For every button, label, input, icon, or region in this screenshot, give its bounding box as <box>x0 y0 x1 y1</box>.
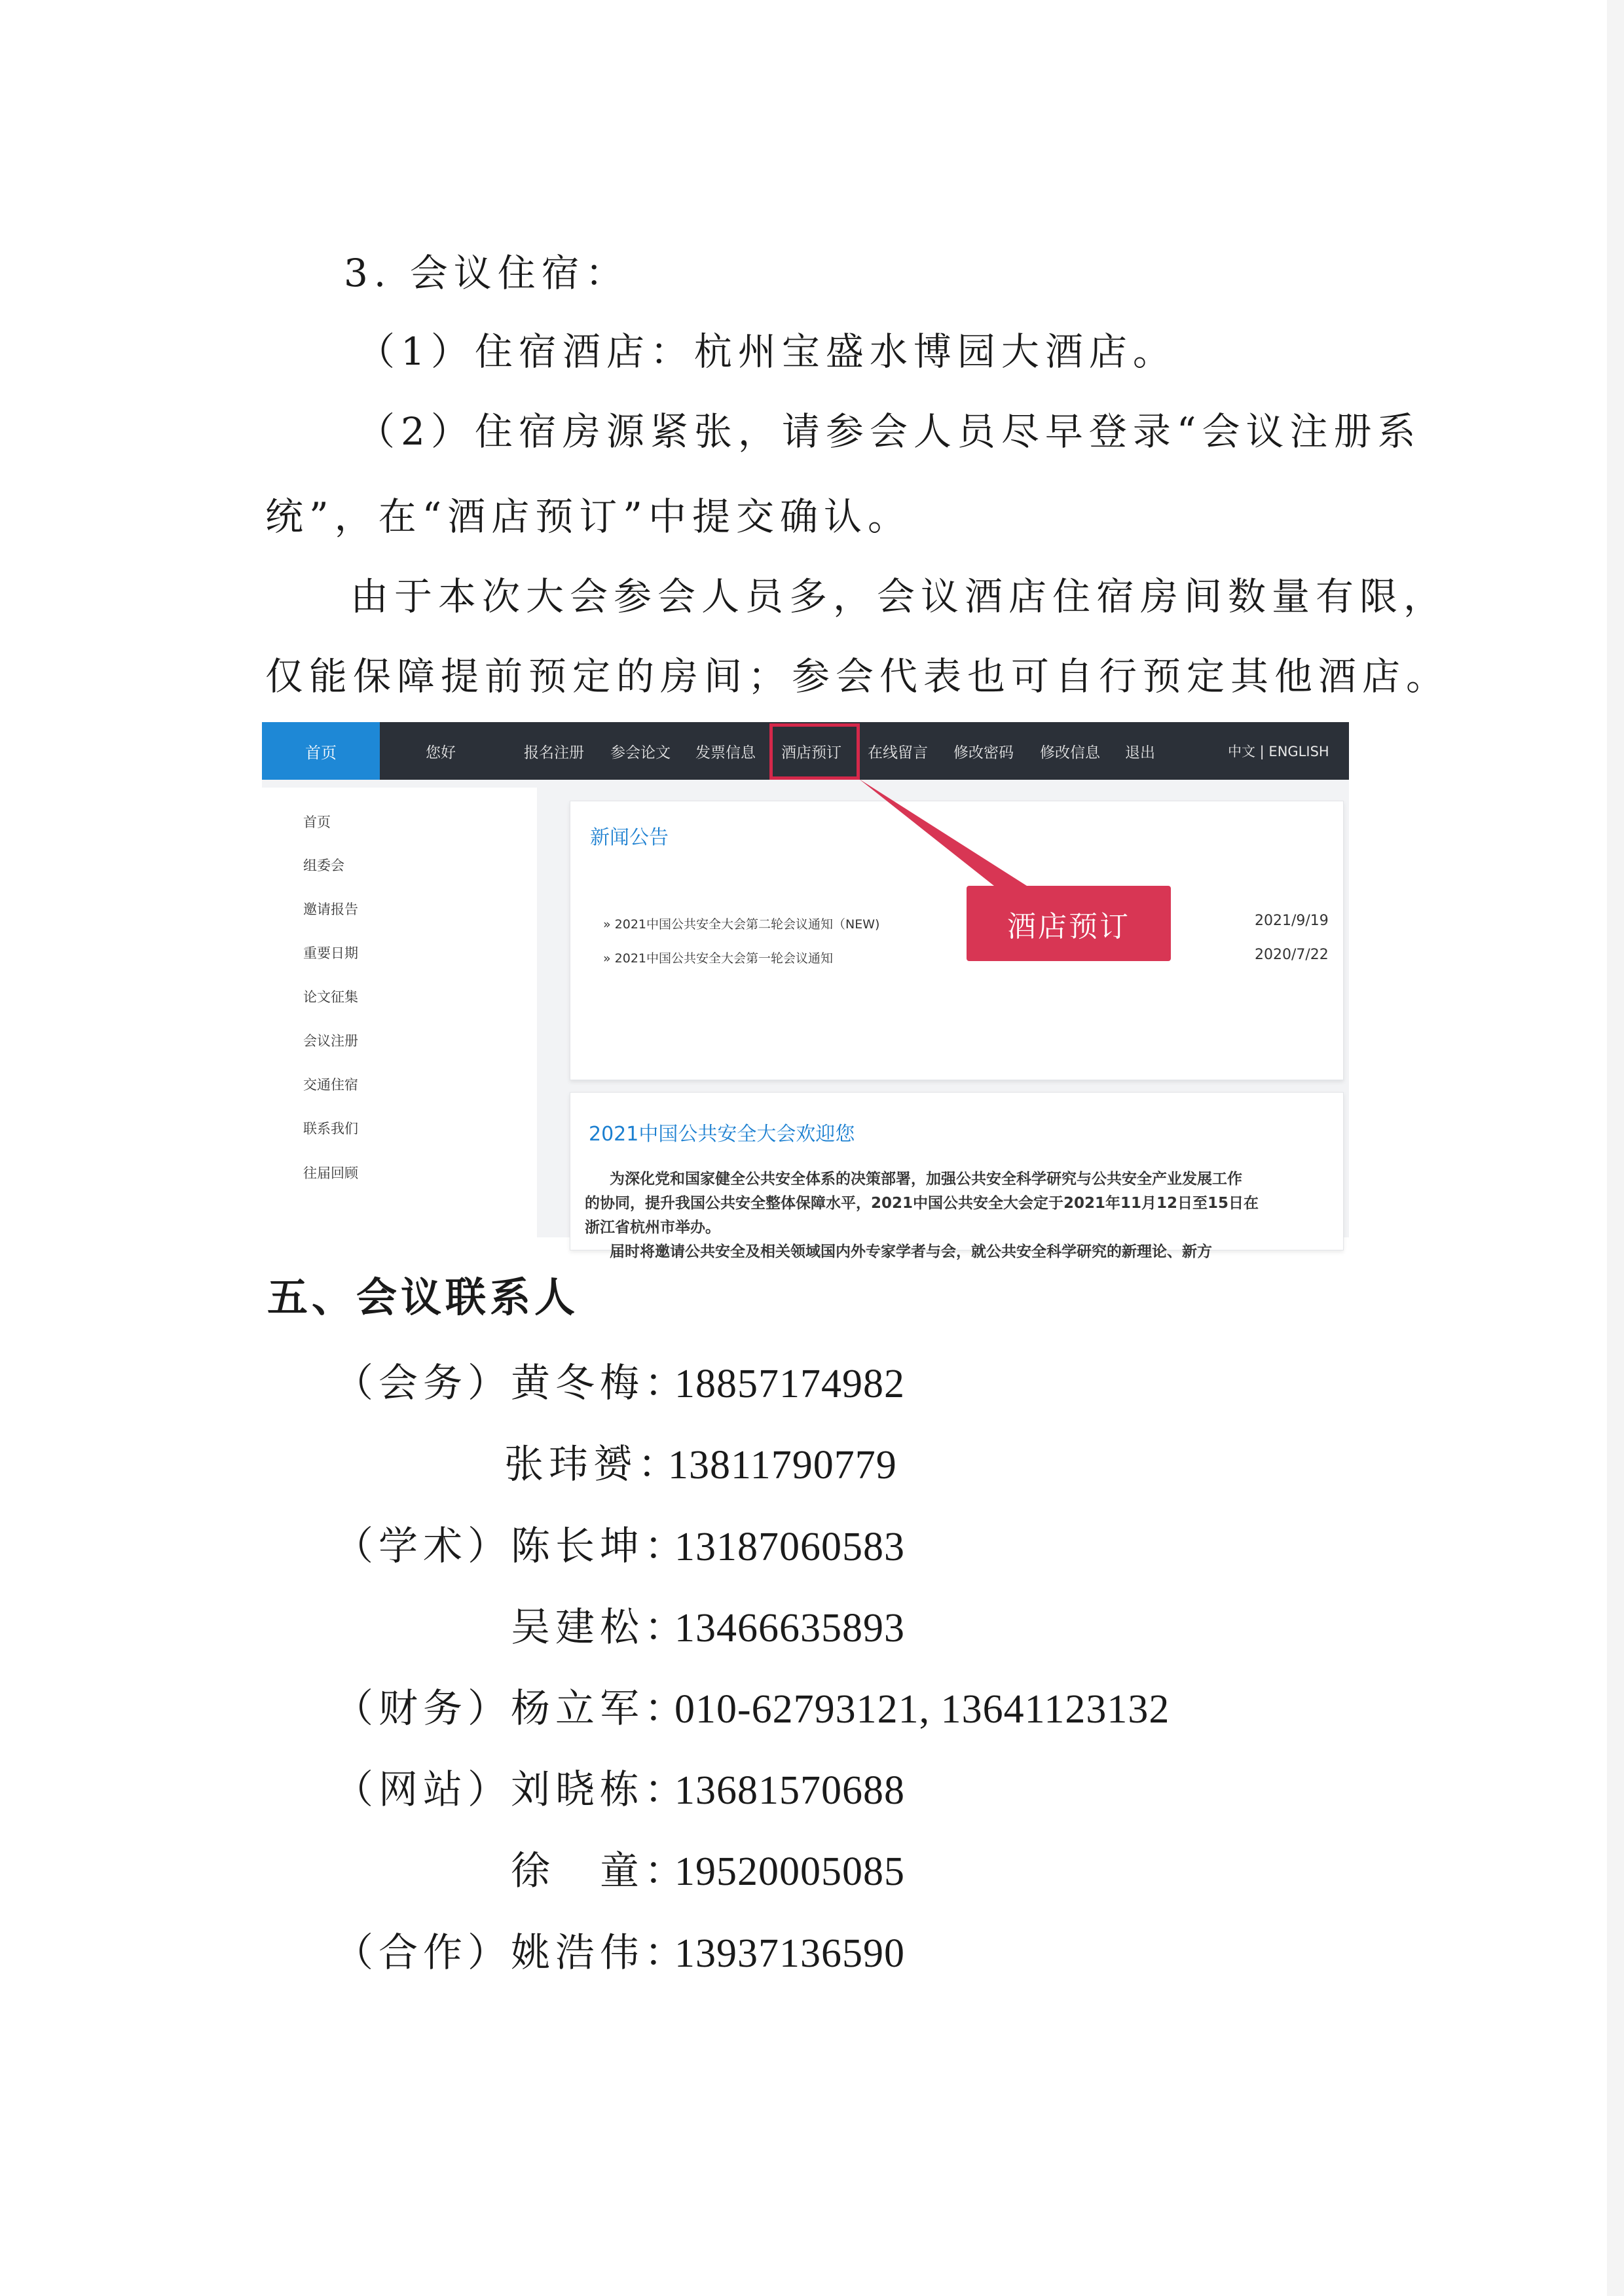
sidebar-item-dates[interactable]: 重要日期 <box>303 945 358 961</box>
sidebar-item-committee[interactable]: 组委会 <box>303 858 344 873</box>
contact-phone: 13937136590 <box>674 1931 905 1976</box>
contact-category: （合作） <box>334 1930 512 1976</box>
nav-edit-info[interactable]: 修改信息 <box>1040 744 1100 761</box>
contact-category: （网站） <box>334 1767 512 1813</box>
contact-name: 张玮赟： <box>504 1442 682 1487</box>
sidebar-item-travel[interactable]: 交通住宿 <box>303 1077 358 1093</box>
news-item-date: 2020/7/22 <box>1255 947 1329 963</box>
sidebar-item-invited-talks[interactable]: 邀请报告 <box>303 902 358 917</box>
note-line2: 仅能保障提前预定的房间；参会代表也可自行预定其他酒店。 <box>265 654 1450 699</box>
sidebar-item-home[interactable]: 首页 <box>303 814 331 830</box>
item3-2-line2: 统”，在“酒店预订”中提交确认。 <box>265 494 912 539</box>
nav-language[interactable]: 中文 | ENGLISH <box>1228 744 1329 759</box>
contact-name: 姚浩伟： <box>511 1930 689 1976</box>
news-item[interactable]: » 2021中国公共安全大会第一轮会议通知 <box>603 951 834 966</box>
contact-category: （财务） <box>334 1686 512 1732</box>
contact-phone: 19520005085 <box>674 1850 905 1894</box>
news-item-date: 2021/9/19 <box>1255 913 1329 929</box>
contact-name: 徐 童： <box>511 1848 689 1894</box>
nav-home[interactable]: 首页 <box>262 722 380 780</box>
nav-change-password[interactable]: 修改密码 <box>953 744 1014 761</box>
sidebar-item-contact[interactable]: 联系我们 <box>303 1121 358 1137</box>
nav-papers[interactable]: 参会论文 <box>610 744 671 761</box>
section5-title: 五、会议联系人 <box>267 1273 580 1321</box>
nav-hotel[interactable]: 酒店预订 <box>781 744 841 761</box>
item3-2-line1: （2）住宿房源紧张，请参会人员尽早登录“会议注册系 <box>357 409 1422 454</box>
sidebar-item-call-for-papers[interactable]: 论文征集 <box>303 989 358 1005</box>
welcome-text-line: 的协同，提升我国公共安全整体保障水平，2021中国公共安全大会定于2021年11月12日至15日在 <box>585 1195 1259 1212</box>
contact-name: 黄冬梅： <box>511 1360 689 1406</box>
news-title: 新闻公告 <box>590 826 669 849</box>
news-item-text[interactable]: 2021中国公共安全大会第二轮会议通知（NEW) <box>614 917 880 932</box>
news-item[interactable]: » 2021中国公共安全大会第二轮会议通知（NEW) <box>603 917 880 932</box>
nav-invoice[interactable]: 发票信息 <box>695 744 756 761</box>
contact-name: 刘晓栋： <box>511 1767 689 1813</box>
contact-phone: 13187060583 <box>674 1525 905 1569</box>
item3-1: （1）住宿酒店：杭州宝盛水博园大酒店。 <box>357 329 1177 374</box>
welcome-panel <box>570 1092 1344 1260</box>
contact-phone: 18857174982 <box>674 1362 905 1406</box>
item3-title: 3. 会议住宿： <box>344 251 629 295</box>
sidebar-item-history[interactable]: 往届回顾 <box>303 1165 358 1181</box>
sidebar-item-registration[interactable]: 会议注册 <box>303 1033 358 1049</box>
contact-name: 吴建松： <box>511 1605 689 1650</box>
hotel-callout-label: 酒店预订 <box>967 886 1171 961</box>
contact-name: 陈长坤： <box>511 1523 689 1569</box>
nav-logout[interactable]: 退出 <box>1125 744 1155 761</box>
contact-phone: 010-62793121, 13641123132 <box>674 1687 1170 1732</box>
contact-name: 杨立军： <box>511 1686 689 1732</box>
contact-phone: 13466635893 <box>674 1606 905 1650</box>
welcome-title: 2021中国公共安全大会欢迎您 <box>589 1123 855 1146</box>
nav-register[interactable]: 报名注册 <box>524 744 584 761</box>
nav-greeting: 您好 <box>426 744 456 761</box>
welcome-text-line: 为深化党和国家健全公共安全体系的决策部署，加强公共安全科学研究与公共安全产业发展工作 <box>610 1171 1242 1188</box>
contact-phone: 13811790779 <box>668 1443 897 1487</box>
nav-message[interactable]: 在线留言 <box>868 744 928 761</box>
website-screenshot <box>262 722 1349 1260</box>
welcome-text-line: 浙江省杭州市举办。 <box>585 1219 720 1236</box>
contact-phone: 13681570688 <box>674 1768 905 1813</box>
page-edge <box>1607 0 1624 2296</box>
welcome-text-line: 届时将邀请公共安全及相关领域国内外专家学者与会，就公共安全科学研究的新理论、新方 <box>610 1243 1212 1260</box>
news-item-text[interactable]: 2021中国公共安全大会第一轮会议通知 <box>614 951 834 966</box>
contact-category: （会务） <box>334 1360 512 1406</box>
note-line1: 由于本次大会参会人员多，会议酒店住宿房间数量有限， <box>350 574 1448 619</box>
contact-category: （学术） <box>334 1523 512 1569</box>
